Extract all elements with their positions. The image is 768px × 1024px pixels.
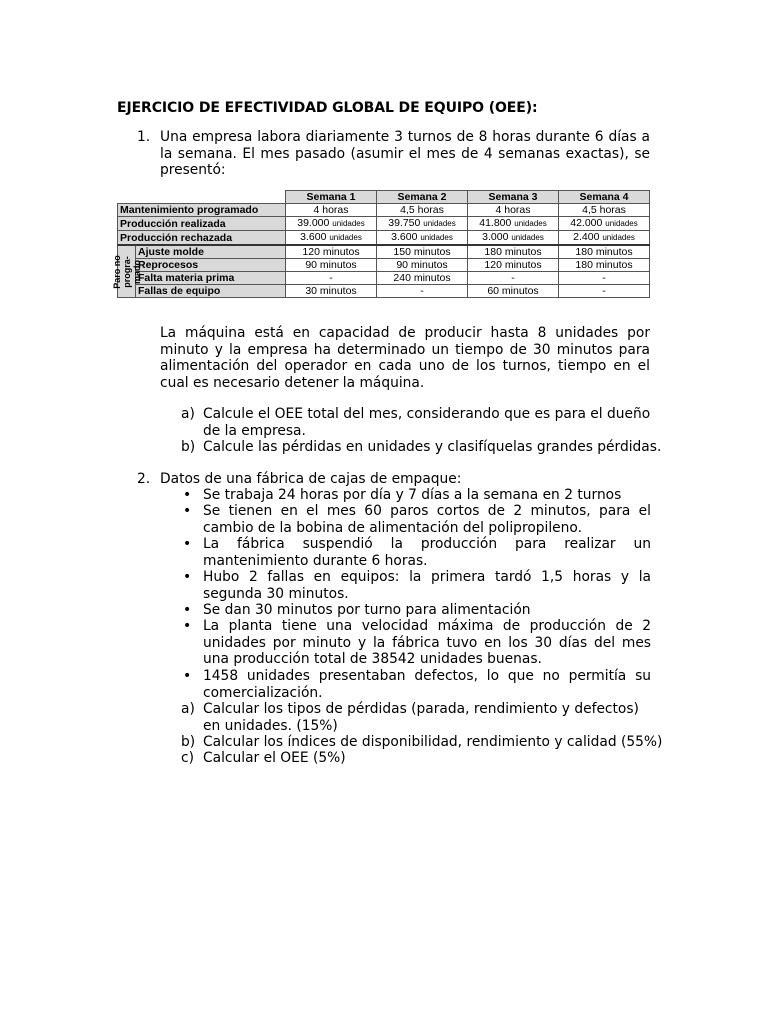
row-label: Producción realizada <box>118 217 286 231</box>
question-2-item-label: c) <box>181 750 194 766</box>
table-cell: 180 minutos <box>468 245 559 259</box>
bullet-icon: • <box>183 602 192 618</box>
question-1-body: La máquina está en capacidad de producir hasta 8 unidades por minuto y la empresa ha determinado un tiempo de 30 minutos para alimentación del operador en cada uno de los turnos, tiempo en el cual es necesario detener la máquina. <box>160 325 650 391</box>
table-cell: 41.800 unidades <box>468 217 559 231</box>
table-header-week: Semana 4 <box>559 191 650 204</box>
table-row <box>118 231 650 246</box>
table-header-week: Semana 2 <box>377 191 468 204</box>
table-cell: 150 minutos <box>377 245 468 259</box>
bullet-icon: • <box>183 618 192 634</box>
table-cell: - <box>286 272 377 285</box>
list-item: La planta tiene una velocidad máxima de producción de 2 unidades por minuto y la fábrica tuvo en los 30 días del mes una producción total de 38542 unidades buenas. <box>203 618 651 667</box>
item-text: Calcule las pérdidas en unidades y clasifíquelas grandes pérdidas. <box>203 439 662 455</box>
item-label: b) <box>181 439 196 455</box>
table-row <box>118 217 650 231</box>
list-item: Hubo 2 fallas en equipos: la primera tardó 1,5 horas y la segunda 30 minutos. <box>203 569 651 602</box>
table-cell: 4 horas <box>286 204 377 217</box>
item-text-continued: de la empresa. <box>203 422 306 439</box>
table-cell: 4,5 horas <box>377 204 468 217</box>
item-text: Calcule el OEE total del mes, considerando que es para el dueño <box>203 406 651 422</box>
question-2-item-text: Calcular los tipos de pérdidas (parada, rendimiento y defectos) en unidades. (15%) <box>203 701 639 734</box>
table-header-row <box>118 191 650 204</box>
table-cell: 3.000 unidades <box>468 231 559 246</box>
question-1-item-b <box>181 439 662 456</box>
table-cell: 120 minutos <box>286 245 377 259</box>
bullet-icon: • <box>183 668 192 684</box>
bullet-icon: • <box>183 503 192 519</box>
document-title: EJERCICIO DE EFECTIVIDAD GLOBAL DE EQUIPO (OEE): <box>117 100 538 116</box>
item-label: a) <box>181 406 195 422</box>
table-cell: 4,5 horas <box>559 204 650 217</box>
table-cell: 90 minutos <box>377 259 468 272</box>
row-label: Ajuste molde <box>136 245 286 259</box>
production-table <box>111 190 649 301</box>
table-cell: 120 minutos <box>468 259 559 272</box>
table-cell: - <box>377 285 468 298</box>
list-item: 1458 unidades presentaban defectos, lo que no permitía su comercialización. <box>203 668 651 701</box>
table-cell: - <box>468 272 559 285</box>
row-label: Mantenimiento programado <box>118 204 286 217</box>
question-2-item-label: a) <box>181 701 195 717</box>
table-cell: 39.000 unidades <box>286 217 377 231</box>
list-item: Se tienen en el mes 60 paros cortos de 2 minutos, para el cambio de la bobina de alimentación del polipropileno. <box>203 503 651 536</box>
table-cell: 3.600 unidades <box>286 231 377 246</box>
table-cell: 90 minutos <box>286 259 377 272</box>
table-cell: 42.000 unidades <box>559 217 650 231</box>
table-row <box>118 245 650 259</box>
row-label: Falta materia prima <box>136 272 286 285</box>
unscheduled-stop-group-label: Paro no progra- mado <box>118 245 136 298</box>
table-row <box>118 272 650 285</box>
list-item: La fábrica suspendió la producción para realizar un mantenimiento durante 6 horas. <box>203 536 651 569</box>
question-1-item-a <box>181 406 651 440</box>
question-2-intro: Datos de una fábrica de cajas de empaque: <box>160 471 462 487</box>
table-cell: 180 minutos <box>559 259 650 272</box>
table-cell: 30 minutos <box>286 285 377 298</box>
table-row <box>118 285 650 298</box>
table-row <box>118 204 650 217</box>
table-cell: - <box>559 285 650 298</box>
question-2-number: 2. <box>137 471 151 487</box>
table-cell: 3.600 unidades <box>377 231 468 246</box>
table-cell: 60 minutos <box>468 285 559 298</box>
question-2-item-text: Calcular los índices de disponibilidad, rendimiento y calidad (55%) <box>203 734 663 750</box>
table-row <box>118 259 650 272</box>
question-1-intro: Una empresa labora diariamente 3 turnos de 8 horas durante 6 días a la semana. El mes pasado (asumir el mes de 4 semanas exactas), se presentó: <box>160 129 650 178</box>
row-label: Fallas de equipo <box>136 285 286 298</box>
bullet-icon: • <box>183 536 192 552</box>
table-cell: - <box>559 272 650 285</box>
question-2-item-text: Calcular el OEE (5%) <box>203 750 346 766</box>
question-1-number: 1. <box>137 129 151 145</box>
table-cell: 240 minutos <box>377 272 468 285</box>
table-cell: 180 minutos <box>559 245 650 259</box>
list-item: Se dan 30 minutos por turno para alimentación <box>203 602 531 618</box>
table-cell: 39.750 unidades <box>377 217 468 231</box>
table-header-week: Semana 1 <box>286 191 377 204</box>
table-corner <box>118 191 286 204</box>
list-item: Se trabaja 24 horas por día y 7 días a la semana en 2 turnos <box>203 487 622 503</box>
table-cell: 4 horas <box>468 204 559 217</box>
bullet-icon: • <box>183 569 192 585</box>
table-cell: 2.400 unidades <box>559 231 650 246</box>
bullet-icon: • <box>183 487 192 503</box>
question-2-item-label: b) <box>181 734 196 750</box>
table-header-week: Semana 3 <box>468 191 559 204</box>
row-label: Producción rechazada <box>118 231 286 246</box>
row-label: Reprocesos <box>136 259 286 272</box>
